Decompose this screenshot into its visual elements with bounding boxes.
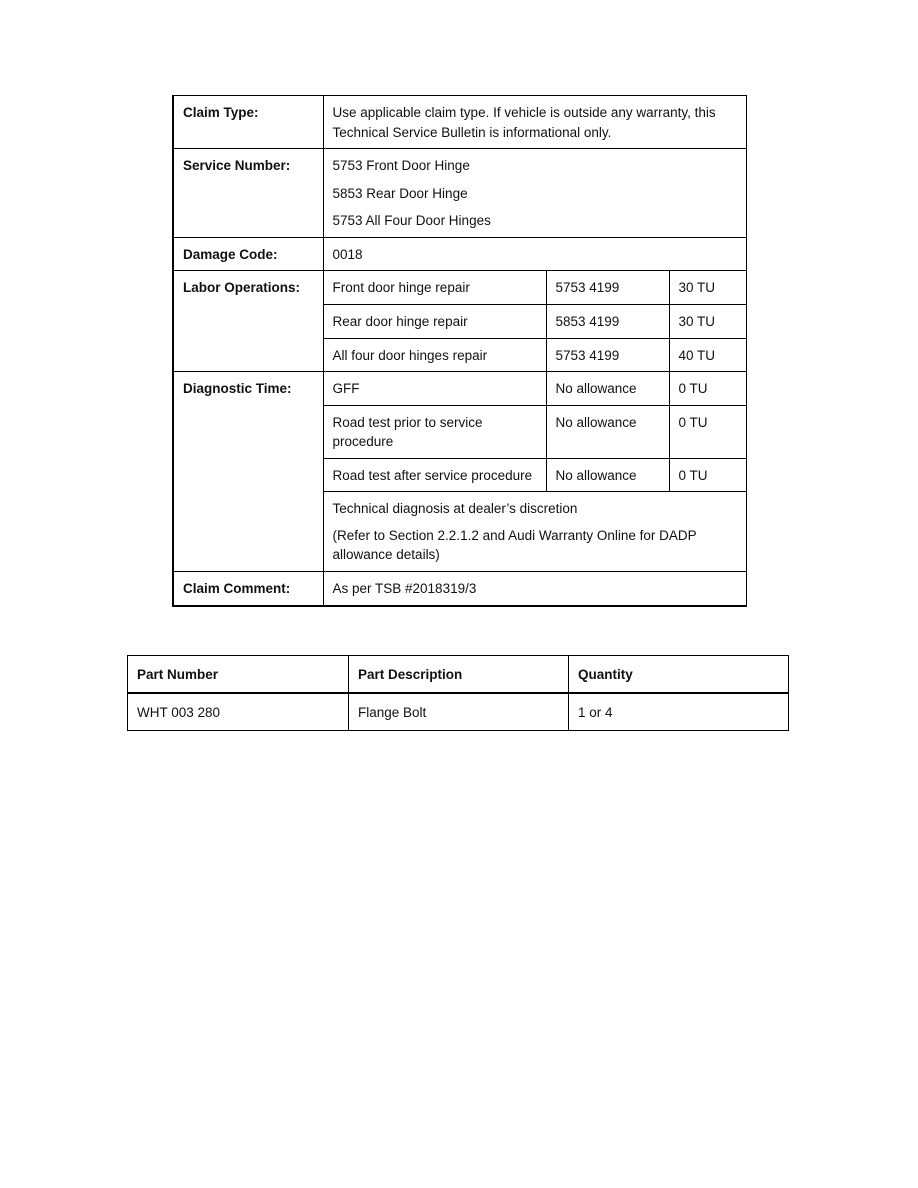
part-description-cell: Flange Bolt: [349, 693, 569, 731]
diagnostic-allowance: No allowance: [546, 372, 669, 406]
diagnostic-allowance: No allowance: [546, 405, 669, 458]
diagnostic-description: Road test prior to service procedure: [323, 405, 546, 458]
labor-operation-code: 5753 4199: [546, 338, 669, 372]
damage-code-row: [173, 237, 746, 271]
labor-operation-code: 5753 4199: [546, 271, 669, 305]
diagnostic-allowance: No allowance: [546, 458, 669, 492]
part-quantity-cell: 1 or 4: [569, 693, 789, 731]
labor-operation-description: Front door hinge repair: [323, 271, 546, 305]
diagnostic-description: Road test after service procedure: [323, 458, 546, 492]
labor-operation-code: 5853 4199: [546, 304, 669, 338]
service-number-line: 5853 Rear Door Hinge: [332, 185, 468, 201]
diagnostic-time-label: Diagnostic Time:: [173, 372, 323, 572]
labor-operation-description: Rear door hinge repair: [323, 304, 546, 338]
warranty-table: [172, 95, 747, 607]
damage-code-value: 0018: [323, 237, 746, 271]
claim-type-row: [173, 96, 746, 149]
labor-operation-time: 30 TU: [669, 271, 746, 305]
claim-comment-value: As per TSB #2018319/3: [323, 572, 746, 606]
diagnostic-note-line2: (Refer to Section 2.2.1.2 and Audi Warranty Online for DADP allowance details): [332, 527, 697, 563]
damage-code-label: Damage Code:: [173, 237, 323, 271]
diagnostic-time-value: 0 TU: [669, 405, 746, 458]
labor-operations-label: Labor Operations:: [173, 271, 323, 372]
claim-type-value: Use applicable claim type. If vehicle is outside any warranty, this Technical Service Bulletin is informational only.: [323, 96, 746, 149]
parts-header-part-number: Part Number: [128, 656, 349, 693]
parts-header-quantity: Quantity: [569, 656, 789, 693]
diagnostic-note: [323, 492, 746, 572]
parts-row: [128, 693, 789, 731]
labor-operation-row: [173, 271, 746, 305]
diagnostic-note-line1: Technical diagnosis at dealer’s discretion: [332, 501, 578, 517]
diagnostic-time-row: [173, 372, 746, 406]
parts-header-part-description: Part Description: [349, 656, 569, 693]
service-number-line: 5753 Front Door Hinge: [332, 158, 470, 174]
labor-operation-time: 30 TU: [669, 304, 746, 338]
labor-operation-time: 40 TU: [669, 338, 746, 372]
diagnostic-time-value: 0 TU: [669, 458, 746, 492]
diagnostic-description: GFF: [323, 372, 546, 406]
labor-operation-description: All four door hinges repair: [323, 338, 546, 372]
service-number-value: [323, 149, 746, 238]
parts-table: [127, 655, 789, 731]
part-number-cell: WHT 003 280: [128, 693, 349, 731]
parts-header-row: [128, 656, 789, 693]
service-number-row: [173, 149, 746, 238]
claim-comment-row: [173, 572, 746, 606]
claim-type-label: Claim Type:: [173, 96, 323, 149]
diagnostic-time-value: 0 TU: [669, 372, 746, 406]
claim-comment-label: Claim Comment:: [173, 572, 323, 606]
service-number-label: Service Number:: [173, 149, 323, 238]
service-number-line: 5753 All Four Door Hinges: [332, 213, 491, 229]
